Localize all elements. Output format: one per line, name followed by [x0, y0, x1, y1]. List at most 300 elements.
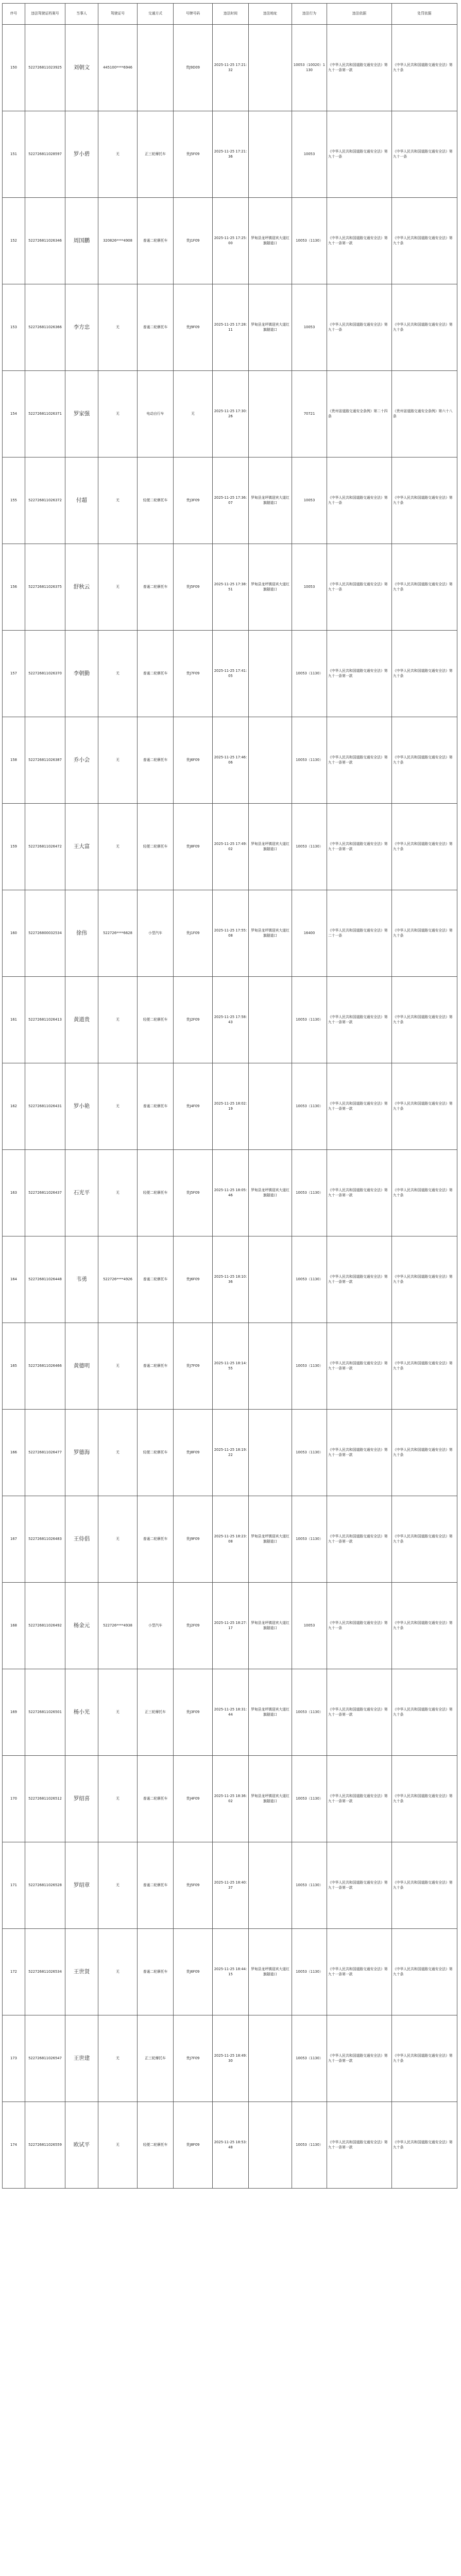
- row-person: 韦勇: [65, 1236, 98, 1323]
- row-time: 2025-11-25 18:27:17: [213, 1583, 249, 1669]
- row-place: [249, 631, 292, 717]
- row-penalty: 《中华人民共和国道路交通安全法》第九十条: [392, 631, 457, 717]
- row-act: 10053（1130）: [292, 717, 327, 804]
- row-vehicle: 普通二轮摩托车: [138, 1929, 174, 2015]
- row-act: 10053（1130）: [292, 2102, 327, 2189]
- col-header-penalty: 处罚依据: [392, 4, 457, 25]
- row-no: 152: [3, 198, 25, 284]
- row-vehicle: 普通二轮摩托车: [138, 1063, 174, 1150]
- row-place: 罗甸县龙坪镇迎宾大道红旗隧道口: [249, 544, 292, 631]
- col-header-place: 违法地址: [249, 4, 292, 25]
- row-act: 16400: [292, 890, 327, 977]
- row-act: 10053（1130）: [292, 1150, 327, 1236]
- row-penalty: 《中华人民共和国道路交通安全法》第九十条: [392, 1929, 457, 2015]
- row-person: 欧试平: [65, 2102, 98, 2189]
- row-act: 10053: [292, 1583, 327, 1669]
- row-vehicle: 轻便二轮摩托车: [138, 804, 174, 890]
- row-penalty: 《中华人民共和国道路交通安全法》第九十一条: [392, 111, 457, 198]
- row-act: 10053（1130）: [292, 1063, 327, 1150]
- row-license: 无: [98, 631, 138, 717]
- row-place: 罗甸县龙坪镇迎宾大道红旗隧道口: [249, 284, 292, 371]
- row-no: 163: [3, 1150, 25, 1236]
- row-license: 无: [98, 1323, 138, 1410]
- row-vehicle: 普通二轮摩托车: [138, 1842, 174, 1929]
- table-row: [3, 1669, 457, 1756]
- row-person: 刘朝文: [65, 25, 98, 111]
- row-act: 10053（1130）: [292, 1929, 327, 2015]
- row-basis: 《中华人民共和国道路交通安全法》第九十一条第一款: [327, 977, 392, 1063]
- row-basis: 《中华人民共和国道路交通安全法》第九十一条第一款: [327, 1842, 392, 1929]
- row-vehicle: 小型汽车: [138, 890, 174, 977]
- row-vehicle: 正三轮摩托车: [138, 2015, 174, 2102]
- row-plate: 贵J8F09: [174, 804, 213, 890]
- row-license: 无: [98, 1929, 138, 2015]
- row-place: 罗甸县龙坪镇迎宾大道红旗隧道口: [249, 457, 292, 544]
- row-license: 无: [98, 1756, 138, 1842]
- row-basis: 《中华人民共和国道路交通安全法》第九十一条第一款: [327, 25, 392, 111]
- row-place: 罗甸县龙坪镇迎宾大道红旗隧道口: [249, 890, 292, 977]
- row-plate: 贵J1F09: [174, 890, 213, 977]
- row-plate: 贵J9D09: [174, 25, 213, 111]
- row-time: 2025-11-25 17:58:43: [213, 977, 249, 1063]
- row-time: 2025-11-25 18:40:37: [213, 1842, 249, 1929]
- row-license: 无: [98, 1842, 138, 1929]
- row-place: [249, 2102, 292, 2189]
- row-person: 周国鹏: [65, 198, 98, 284]
- row-basis: 《中华人民共和国道路交通安全法》第九十一条第一款: [327, 2015, 392, 2102]
- table-row: [3, 1323, 457, 1410]
- col-header-file: 违法驾驶证档案号: [25, 4, 65, 25]
- table-row: [3, 804, 457, 890]
- row-basis: 《中华人民共和国道路交通安全法》第九十一条第一款: [327, 717, 392, 804]
- row-plate: 贵J9F09: [174, 284, 213, 371]
- row-person: 李方忠: [65, 284, 98, 371]
- row-place: 罗甸县龙坪镇迎宾大道红旗隧道口: [249, 198, 292, 284]
- row-vehicle: 轻便二轮摩托车: [138, 2102, 174, 2189]
- col-header-time: 违法时间: [213, 4, 249, 25]
- row-vehicle: 正三轮摩托车: [138, 111, 174, 198]
- row-place: [249, 1410, 292, 1496]
- row-time: 2025-11-25 17:36:07: [213, 457, 249, 544]
- row-place: 罗甸县龙坪镇迎宾大道红旗隧道口: [249, 1150, 292, 1236]
- table-row: [3, 1496, 457, 1583]
- row-place: [249, 1323, 292, 1410]
- row-no: 167: [3, 1496, 25, 1583]
- row-no: 153: [3, 284, 25, 371]
- row-license: 无: [98, 804, 138, 890]
- row-basis: 《中华人民共和国道路交通安全法》第九十一条第一款: [327, 1496, 392, 1583]
- row-plate: 贵J7F09: [174, 631, 213, 717]
- row-license: 无: [98, 1410, 138, 1496]
- table-row: [3, 1063, 457, 1150]
- row-basis: 《中华人民共和国道路交通安全法》第九十一条第一款: [327, 198, 392, 284]
- row-basis: 《中华人民共和国道路交通安全法》第九十一条第一款: [327, 1669, 392, 1756]
- row-plate: 贵J8F09: [174, 1410, 213, 1496]
- row-act: 70721: [292, 371, 327, 457]
- row-penalty: 《中华人民共和国道路交通安全法》第九十条: [392, 544, 457, 631]
- row-time: 2025-11-25 17:49:02: [213, 804, 249, 890]
- row-license: 无: [98, 284, 138, 371]
- row-no: 170: [3, 1756, 25, 1842]
- row-plate: 贵J2F09: [174, 1583, 213, 1669]
- row-time: 2025-11-25 17:21:36: [213, 111, 249, 198]
- row-file: 522726811026534: [25, 1929, 65, 2015]
- row-no: 156: [3, 544, 25, 631]
- row-act: 10053（1130）: [292, 198, 327, 284]
- row-act: 10053（1130）: [292, 977, 327, 1063]
- row-basis: 《中华人民共和国道路交通安全法》第九十一条第一款: [327, 1063, 392, 1150]
- row-penalty: 《中华人民共和国道路交通安全法》第九十条: [392, 977, 457, 1063]
- row-act: 10053（1130）: [292, 1323, 327, 1410]
- row-time: 2025-11-25 18:23:08: [213, 1496, 249, 1583]
- row-penalty: 《中华人民共和国道路交通安全法》第九十条: [392, 1496, 457, 1583]
- row-person: 罗德海: [65, 1410, 98, 1496]
- row-basis: 《中华人民共和国道路交通安全法》第二十一条: [327, 890, 392, 977]
- row-basis: 《中华人民共和国道路交通安全法》第九十一条第一款: [327, 804, 392, 890]
- row-file: 522726811026472: [25, 804, 65, 890]
- row-vehicle: 普通二轮摩托车: [138, 1496, 174, 1583]
- row-time: 2025-11-25 18:02:19: [213, 1063, 249, 1150]
- table-row: [3, 1236, 457, 1323]
- table-row: [3, 2015, 457, 2102]
- col-header-no: 序号: [3, 4, 25, 25]
- row-no: 169: [3, 1669, 25, 1756]
- row-act: 10053: [292, 284, 327, 371]
- row-penalty: 《中华人民共和国道路交通安全法》第九十条: [392, 890, 457, 977]
- row-penalty: 《中华人民共和国道路交通安全法》第九十条: [392, 1583, 457, 1669]
- row-plate: 贵J7F09: [174, 1323, 213, 1410]
- row-no: 160: [3, 890, 25, 977]
- row-person: 黄道贵: [65, 977, 98, 1063]
- row-vehicle: 轻便二轮摩托车: [138, 977, 174, 1063]
- row-plate: 贵J6F09: [174, 1236, 213, 1323]
- row-file: 522726811026492: [25, 1583, 65, 1669]
- row-vehicle: 轻便二轮摩托车: [138, 457, 174, 544]
- row-basis: 《中华人民共和国道路交通安全法》第九十一条: [327, 284, 392, 371]
- row-plate: 贵J5F09: [174, 1150, 213, 1236]
- table-row: [3, 544, 457, 631]
- row-plate: 贵J4F09: [174, 1063, 213, 1150]
- row-penalty: 《中华人民共和国道路交通安全法》第九十条: [392, 804, 457, 890]
- row-no: 151: [3, 111, 25, 198]
- row-basis: 《中华人民共和国道路交通安全法》第九十一条: [327, 111, 392, 198]
- row-file: 522726811026483: [25, 1496, 65, 1583]
- table-row: [3, 457, 457, 544]
- row-place: [249, 371, 292, 457]
- row-vehicle: [138, 25, 174, 111]
- col-header-license: 驾驶证号: [98, 4, 138, 25]
- row-no: 173: [3, 2015, 25, 2102]
- row-license: 无: [98, 111, 138, 198]
- row-license: 无: [98, 1063, 138, 1150]
- row-time: 2025-11-25 17:41:05: [213, 631, 249, 717]
- row-place: 罗甸县龙坪镇迎宾大道红旗隧道口: [249, 1583, 292, 1669]
- row-no: 168: [3, 1583, 25, 1669]
- row-vehicle: 普通二轮摩托车: [138, 198, 174, 284]
- table-row: [3, 284, 457, 371]
- row-person: 付超: [65, 457, 98, 544]
- row-vehicle: 普通二轮摩托车: [138, 631, 174, 717]
- row-time: 2025-11-25 17:30:26: [213, 371, 249, 457]
- row-time: 2025-11-25 18:44:15: [213, 1929, 249, 2015]
- row-license: 522726****4938: [98, 1583, 138, 1669]
- row-no: 159: [3, 804, 25, 890]
- table-row: [3, 111, 457, 198]
- row-place: [249, 25, 292, 111]
- row-vehicle: 普通二轮摩托车: [138, 1236, 174, 1323]
- row-basis: 《中华人民共和国道路交通安全法》第九十一条: [327, 544, 392, 631]
- row-person: 罗小碧: [65, 111, 98, 198]
- row-time: 2025-11-25 18:19:22: [213, 1410, 249, 1496]
- col-header-act: 违法行为: [292, 4, 327, 25]
- row-no: 155: [3, 457, 25, 544]
- table-row: [3, 1410, 457, 1496]
- row-penalty: 《中华人民共和国道路交通安全法》第九十条: [392, 1756, 457, 1842]
- row-act: 10053（1130）: [292, 2015, 327, 2102]
- row-file: 522726811026372: [25, 457, 65, 544]
- row-basis: 《中华人民共和国道路交通安全法》第九十一条第一款: [327, 1236, 392, 1323]
- row-place: [249, 1236, 292, 1323]
- table-row: [3, 977, 457, 1063]
- row-place: 罗甸县龙坪镇迎宾大道红旗隧道口: [249, 1756, 292, 1842]
- table-row: [3, 631, 457, 717]
- violation-table: [2, 3, 457, 2189]
- row-time: 2025-11-25 18:36:02: [213, 1756, 249, 1842]
- row-penalty: 《中华人民共和国道路交通安全法》第九十条: [392, 25, 457, 111]
- row-place: [249, 1063, 292, 1150]
- row-person: 杨小光: [65, 1669, 98, 1756]
- row-plate: 贵J8F09: [174, 2102, 213, 2189]
- row-person: 舒秋云: [65, 544, 98, 631]
- row-penalty: 《中华人民共和国道路交通安全法》第九十条: [392, 1063, 457, 1150]
- table-row: [3, 1150, 457, 1236]
- row-penalty: 《中华人民共和国道路交通安全法》第九十条: [392, 198, 457, 284]
- row-penalty: 《中华人民共和国道路交通安全法》第九十条: [392, 1150, 457, 1236]
- row-basis: 《贵州省道路交通安全条例》第二十四条: [327, 371, 392, 457]
- row-vehicle: 普通二轮摩托车: [138, 284, 174, 371]
- row-license: 445100****6946: [98, 25, 138, 111]
- row-no: 171: [3, 1842, 25, 1929]
- row-act: 10053（1130）: [292, 1236, 327, 1323]
- row-time: 2025-11-25 17:28:11: [213, 284, 249, 371]
- row-place: 罗甸县龙坪镇迎宾大道红旗隧道口: [249, 1929, 292, 2015]
- row-license: 无: [98, 457, 138, 544]
- row-license: 无: [98, 1669, 138, 1756]
- row-person: 徐伟: [65, 890, 98, 977]
- row-act: 10053（1130）: [292, 1410, 327, 1496]
- row-basis: 《中华人民共和国道路交通安全法》第九十一条第一款: [327, 631, 392, 717]
- row-license: 无: [98, 1150, 138, 1236]
- row-plate: 贵J1F09: [174, 198, 213, 284]
- row-file: 522726811026466: [25, 1323, 65, 1410]
- row-place: 罗甸县龙坪镇迎宾大道红旗隧道口: [249, 804, 292, 890]
- table-row: [3, 890, 457, 977]
- row-license: 无: [98, 371, 138, 457]
- row-penalty: 《中华人民共和国道路交通安全法》第九十条: [392, 1842, 457, 1929]
- row-place: [249, 111, 292, 198]
- table-row: [3, 1842, 457, 1929]
- row-license: 无: [98, 2015, 138, 2102]
- row-vehicle: 普通二轮摩托车: [138, 1323, 174, 1410]
- row-license: 无: [98, 717, 138, 804]
- row-no: 165: [3, 1323, 25, 1410]
- row-penalty: 《中华人民共和国道路交通安全法》第九十条: [392, 2015, 457, 2102]
- row-person: 石光平: [65, 1150, 98, 1236]
- row-basis: 《中华人民共和国道路交通安全法》第九十一条第一款: [327, 1410, 392, 1496]
- row-plate: 贵J4F09: [174, 1756, 213, 1842]
- row-time: 2025-11-25 17:55:08: [213, 890, 249, 977]
- table-row: [3, 2102, 457, 2189]
- row-person: 罗家强: [65, 371, 98, 457]
- row-act: 10053（1130）: [292, 631, 327, 717]
- row-act: 10053（1130）: [292, 1496, 327, 1583]
- row-no: 158: [3, 717, 25, 804]
- row-file: 522726811026547: [25, 2015, 65, 2102]
- row-file: 522726811026528: [25, 1842, 65, 1929]
- row-file: 522726811026371: [25, 371, 65, 457]
- row-no: 166: [3, 1410, 25, 1496]
- row-time: 2025-11-25 17:46:06: [213, 717, 249, 804]
- row-plate: 贵J6F09: [174, 717, 213, 804]
- row-person: 李朝勤: [65, 631, 98, 717]
- row-basis: 《中华人民共和国道路交通安全法》第九十一条第一款: [327, 2102, 392, 2189]
- row-license: 522726****4926: [98, 1236, 138, 1323]
- row-penalty: 《贵州省道路交通安全条例》第六十八条: [392, 371, 457, 457]
- row-plate: 贵J5F09: [174, 1842, 213, 1929]
- row-plate: 贵J2F09: [174, 977, 213, 1063]
- row-place: 罗甸县龙坪镇迎宾大道红旗隧道口: [249, 1669, 292, 1756]
- row-license: 522726****6628: [98, 890, 138, 977]
- row-file: 522726811026413: [25, 977, 65, 1063]
- row-no: 154: [3, 371, 25, 457]
- row-person: 黄德明: [65, 1323, 98, 1410]
- row-person: 王世贤: [65, 1929, 98, 2015]
- row-person: 罗小艳: [65, 1063, 98, 1150]
- row-penalty: 《中华人民共和国道路交通安全法》第九十条: [392, 284, 457, 371]
- row-license: 无: [98, 544, 138, 631]
- row-file: 522726811026559: [25, 2102, 65, 2189]
- row-penalty: 《中华人民共和国道路交通安全法》第九十条: [392, 1236, 457, 1323]
- col-header-vehicle: 交通方式: [138, 4, 174, 25]
- row-plate: 贵J7F09: [174, 2015, 213, 2102]
- row-vehicle: 正三轮摩托车: [138, 1669, 174, 1756]
- row-vehicle: 轻便二轮摩托车: [138, 1410, 174, 1496]
- row-license: 无: [98, 2102, 138, 2189]
- row-time: 2025-11-25 18:10:36: [213, 1236, 249, 1323]
- row-time: 2025-11-25 17:25:00: [213, 198, 249, 284]
- row-file: 522726811023925: [25, 25, 65, 111]
- row-place: [249, 977, 292, 1063]
- row-file: 522726811026370: [25, 631, 65, 717]
- row-vehicle: 普通二轮摩托车: [138, 1756, 174, 1842]
- row-no: 174: [3, 2102, 25, 2189]
- row-time: 2025-11-25 18:14:55: [213, 1323, 249, 1410]
- row-file: 522726811026431: [25, 1063, 65, 1150]
- table-row: [3, 1929, 457, 2015]
- row-plate: 无: [174, 371, 213, 457]
- row-place: 罗甸县龙坪镇迎宾大道红旗隧道口: [249, 1496, 292, 1583]
- row-file: 522726811028597: [25, 111, 65, 198]
- row-no: 157: [3, 631, 25, 717]
- row-penalty: 《中华人民共和国道路交通安全法》第九十条: [392, 1410, 457, 1496]
- row-act: 10053（1130）: [292, 1756, 327, 1842]
- table-row: [3, 198, 457, 284]
- row-file: 522726811026366: [25, 284, 65, 371]
- row-person: 罗绍章: [65, 1842, 98, 1929]
- row-time: 2025-11-25 17:38:51: [213, 544, 249, 631]
- row-vehicle: 普通二轮摩托车: [138, 544, 174, 631]
- header-row: [3, 4, 457, 25]
- row-no: 164: [3, 1236, 25, 1323]
- row-license: 无: [98, 1496, 138, 1583]
- row-act: 10053（1130）: [292, 1669, 327, 1756]
- row-vehicle: 电动自行车: [138, 371, 174, 457]
- row-no: 150: [3, 25, 25, 111]
- row-vehicle: 普通二轮摩托车: [138, 717, 174, 804]
- row-place: [249, 2015, 292, 2102]
- row-file: 522726800032534: [25, 890, 65, 977]
- row-plate: 贵J5F09: [174, 111, 213, 198]
- row-basis: 《中华人民共和国道路交通安全法》第九十一条: [327, 1583, 392, 1669]
- row-no: 172: [3, 1929, 25, 2015]
- row-file: 522726811026448: [25, 1236, 65, 1323]
- row-act: 10053: [292, 457, 327, 544]
- row-file: 522726811026512: [25, 1756, 65, 1842]
- row-plate: 贵J3F09: [174, 1669, 213, 1756]
- row-act: 10053（10020）1130: [292, 25, 327, 111]
- row-act: 10053（1130）: [292, 804, 327, 890]
- row-time: 2025-11-25 17:21:32: [213, 25, 249, 111]
- row-act: 10053: [292, 111, 327, 198]
- table-row: [3, 371, 457, 457]
- row-license: 无: [98, 977, 138, 1063]
- row-basis: 《中华人民共和国道路交通安全法》第九十一条第一款: [327, 1323, 392, 1410]
- row-person: 王世建: [65, 2015, 98, 2102]
- row-person: 乔小会: [65, 717, 98, 804]
- row-person: 罗绍喜: [65, 1756, 98, 1842]
- row-time: 2025-11-25 18:53:48: [213, 2102, 249, 2189]
- row-file: 522726811026375: [25, 544, 65, 631]
- row-penalty: 《中华人民共和国道路交通安全法》第九十条: [392, 2102, 457, 2189]
- row-basis: 《中华人民共和国道路交通安全法》第九十一条: [327, 457, 392, 544]
- row-place: [249, 1842, 292, 1929]
- row-person: 王大富: [65, 804, 98, 890]
- row-vehicle: 轻便二轮摩托车: [138, 1150, 174, 1236]
- row-vehicle: 小型汽车: [138, 1583, 174, 1669]
- table-row: [3, 1756, 457, 1842]
- table-row: [3, 1583, 457, 1669]
- table-row: [3, 717, 457, 804]
- row-penalty: 《中华人民共和国道路交通安全法》第九十条: [392, 457, 457, 544]
- row-file: 522726811026387: [25, 717, 65, 804]
- row-file: 522726811026437: [25, 1150, 65, 1236]
- row-plate: 贵J9F09: [174, 1496, 213, 1583]
- row-license: 320826****4908: [98, 198, 138, 284]
- row-plate: 贵J5F09: [174, 544, 213, 631]
- row-person: 王侍倡: [65, 1496, 98, 1583]
- col-header-basis: 违法依据: [327, 4, 392, 25]
- row-no: 162: [3, 1063, 25, 1150]
- col-header-person: 当事人: [65, 4, 98, 25]
- row-act: 10053（1130）: [292, 1842, 327, 1929]
- row-penalty: 《中华人民共和国道路交通安全法》第九十条: [392, 717, 457, 804]
- row-plate: 贵J6F09: [174, 1929, 213, 2015]
- row-time: 2025-11-25 18:31:44: [213, 1669, 249, 1756]
- row-time: 2025-11-25 18:05:46: [213, 1150, 249, 1236]
- row-file: 522726811026501: [25, 1669, 65, 1756]
- row-penalty: 《中华人民共和国道路交通安全法》第九十条: [392, 1669, 457, 1756]
- document-page: [2, 3, 457, 2576]
